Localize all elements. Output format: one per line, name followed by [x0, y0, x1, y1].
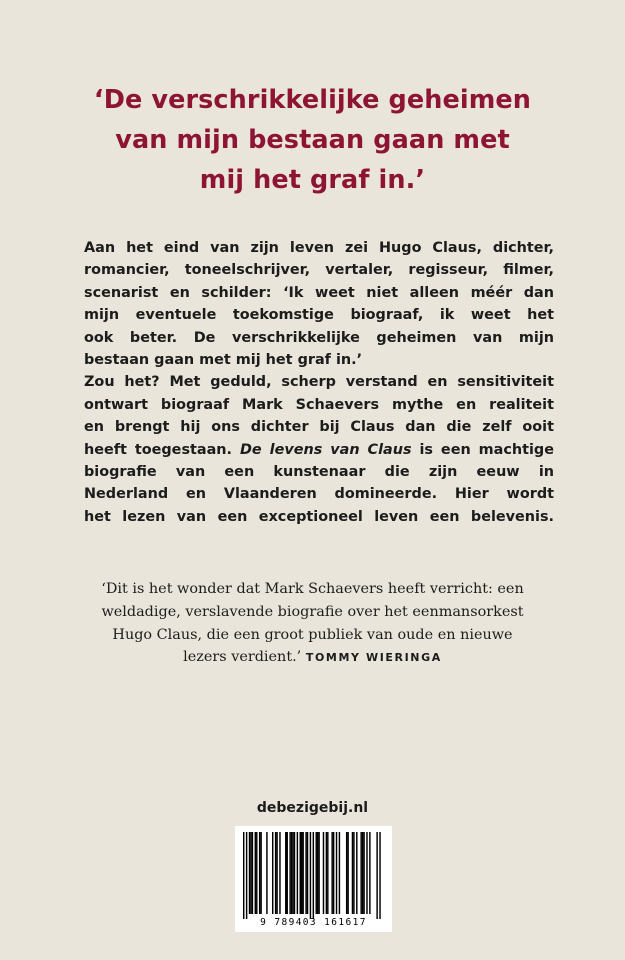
barcode-bar — [307, 832, 308, 914]
barcode-bar — [323, 832, 324, 914]
barcode-bar — [318, 832, 319, 914]
blurb-line: ontwart biograaf Mark Schaevers mythe en realiteit — [84, 396, 554, 413]
pull-quote-line: mij het graf in.’ — [199, 165, 426, 195]
pull-quote — [40, 80, 585, 200]
barcode-bar — [301, 832, 302, 914]
review-text-segment: lezers verdient.’ — [183, 649, 302, 666]
barcode-bar — [246, 832, 247, 919]
barcode-bar — [260, 832, 261, 914]
barcode-bar — [353, 832, 354, 914]
blurb-line: biografie van een kunstenaar die zijn eeuw in — [84, 464, 554, 481]
barcode-bar — [250, 832, 251, 914]
blurb-line: ook beter. De verschrikkelijke geheimen van mijn — [84, 329, 554, 346]
barcode-bar — [297, 832, 298, 914]
barcode-bar — [256, 832, 257, 914]
barcode-bar — [369, 832, 370, 914]
barcode-bar — [326, 832, 327, 914]
barcode-bar — [339, 832, 340, 914]
barcode-bar — [310, 832, 311, 919]
barcode-bar — [316, 832, 317, 914]
review-quote — [60, 578, 565, 670]
review-line: ‘Dit is het wonder dat Mark Schaevers heeft verricht: een — [101, 581, 524, 597]
barcode-bar — [291, 832, 292, 914]
barcode-bar — [347, 832, 348, 914]
barcode-bar — [275, 832, 276, 914]
barcode-bar — [243, 832, 244, 919]
review-line — [60, 646, 565, 670]
blurb-line: en brengt hij ons dichter bij Claus dan die zelf ooit — [84, 419, 554, 436]
blurb-line: scenarist en schilder: ‘Ik weet niet alleen méér dan — [84, 284, 554, 301]
blurb-text — [84, 237, 554, 528]
review-line: weldadige, verslavende biografie over het eenmansorkest — [101, 603, 524, 620]
barcode-bar — [360, 832, 361, 914]
barcode-bar — [289, 832, 290, 914]
barcode-bar — [272, 832, 273, 914]
barcode-bar — [317, 832, 318, 914]
blurb-line: bestaan gaan met mij het graf in.’ — [84, 352, 363, 369]
pull-quote-line: van mijn bestaan gaan met — [115, 125, 510, 155]
blurb-line: Nederland en Vlaanderen domineerde. Hier wordt — [84, 486, 554, 503]
barcode-bar — [259, 832, 260, 914]
pull-quote-line: ‘De verschrikkelijke geheimen — [93, 85, 532, 115]
blurb-line: romancier, toneelschrijver, vertaler, regisseur, filmer, — [84, 262, 554, 279]
isbn-barcode — [235, 826, 392, 932]
review-author: TOMMY WIERINGA — [305, 651, 442, 665]
barcode-bar — [285, 832, 286, 914]
blurb-line: mijn eventuele toekomstige biograaf, ik weet het — [84, 307, 554, 324]
barcode-bar — [266, 832, 267, 914]
barcode-bar — [252, 832, 253, 914]
barcode-bar — [366, 832, 367, 914]
barcode-bar — [379, 832, 380, 919]
barcode-bar — [287, 832, 288, 914]
barcode-bar — [376, 832, 377, 919]
barcode-bar — [327, 832, 328, 914]
barcode-bar — [300, 832, 301, 914]
barcode-bar — [363, 832, 364, 914]
barcode-bar — [313, 832, 314, 919]
barcode-bar — [294, 832, 295, 914]
blurb-text-segment: is een machtige — [419, 441, 554, 458]
blurb-line — [84, 439, 554, 461]
isbn-number: 9 789403 161617 — [260, 917, 367, 928]
barcode-bar — [249, 832, 250, 914]
barcode-bar — [346, 832, 347, 914]
blurb-line: Zou het? Met geduld, scherp verstand en sensitiviteit — [84, 374, 554, 391]
barcode-bar — [276, 832, 277, 914]
barcode-bar — [356, 832, 357, 914]
blurb-line: het lezen van een exceptioneel leven een belevenis. — [84, 508, 554, 525]
barcode-bar — [336, 832, 337, 914]
barcode-bar — [292, 832, 293, 914]
blurb-text-segment: heeft toegestaan. — [84, 441, 233, 458]
barcode-bar — [333, 832, 334, 914]
barcode-bar — [279, 832, 280, 914]
barcode-bar — [352, 832, 353, 914]
barcode-bar — [255, 832, 256, 914]
blurb-line: Aan het eind van zijn leven zei Hugo Claus, dichter, — [84, 240, 554, 256]
book-title-italic: De levens van Claus — [239, 441, 412, 458]
publisher-website: debezigebij.nl — [256, 800, 369, 816]
barcode-bar — [305, 832, 306, 914]
barcode-bar — [331, 832, 332, 914]
review-line: Hugo Claus, die een groot publiek van oude en nieuwe — [112, 626, 513, 643]
barcode-bar — [302, 832, 303, 914]
barcode-bar — [362, 832, 363, 914]
